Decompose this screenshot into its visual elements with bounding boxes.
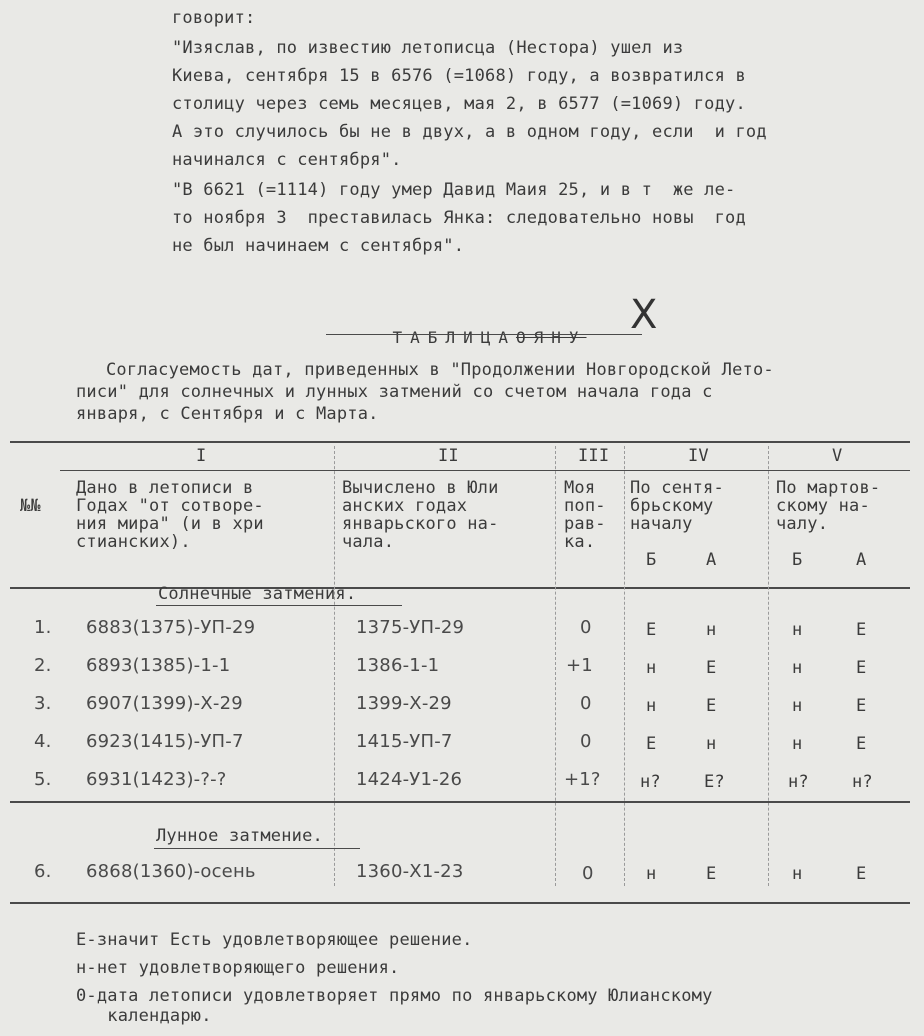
sept-b-cell: н? bbox=[640, 772, 661, 792]
column-divider bbox=[555, 446, 556, 886]
row-number: 1. bbox=[34, 617, 52, 638]
column-numeral: II bbox=[438, 446, 459, 466]
legend-line: Е-значит Есть удовлетворяющее решение. bbox=[76, 930, 473, 950]
correction-cell: 0 bbox=[580, 617, 592, 638]
handwritten-mark: X bbox=[630, 292, 658, 338]
intro-line: "Изяслав, по известию летописца (Нестора) ушел из bbox=[172, 38, 684, 58]
sept-b-cell: н bbox=[646, 658, 657, 678]
row-number: 6. bbox=[34, 861, 52, 882]
column-numeral: I bbox=[196, 446, 207, 466]
sept-a-cell: н bbox=[706, 620, 717, 640]
julian-cell: 1424-У1-26 bbox=[356, 769, 463, 790]
date-cell: 6883(1375)-УП-29 bbox=[86, 617, 256, 638]
column-divider bbox=[624, 446, 625, 886]
row-number: 4. bbox=[34, 731, 52, 752]
col5-header-line: По мартов- bbox=[776, 478, 881, 498]
intro-line: то ноября 3 преставилась Янка: следовательно новы год bbox=[172, 208, 746, 228]
intro-line: столицу через семь месяцев, мая 2, в 6577 (=1069) году. bbox=[172, 94, 746, 114]
intro-line: начинался с сентября". bbox=[172, 150, 402, 170]
caption-line: Согласуемость дат, приведенных в "Продолжении Новгородской Лето- bbox=[106, 360, 774, 380]
julian-cell: 1375-УП-29 bbox=[356, 617, 465, 638]
col2-header-line: январьского на- bbox=[342, 514, 499, 534]
mar-a-cell: н? bbox=[852, 772, 873, 792]
julian-cell: 1360-Х1-23 bbox=[356, 861, 464, 882]
sept-a-cell: Е bbox=[706, 864, 717, 884]
col2-header-line: анских годах bbox=[342, 496, 468, 516]
table-title: ТАБЛИЦАОЯНУ bbox=[392, 328, 587, 347]
number-header: №№ bbox=[20, 496, 41, 516]
caption-line: писи" для солнечных и лунных затмений со счетом начала года с bbox=[76, 382, 713, 402]
date-cell: 6923(1415)-УП-7 bbox=[86, 731, 244, 752]
sub-header: Б bbox=[646, 550, 657, 570]
row-number: 2. bbox=[34, 655, 52, 676]
mar-b-cell: н? bbox=[788, 772, 809, 792]
mar-a-cell: Е bbox=[856, 620, 867, 640]
correction-cell: +1? bbox=[564, 769, 601, 790]
julian-cell: 1399-Х-29 bbox=[356, 693, 452, 714]
intro-line: говорит: bbox=[172, 8, 256, 28]
sub-header: А bbox=[706, 550, 717, 570]
sept-a-cell: н bbox=[706, 734, 717, 754]
correction-cell: 0 bbox=[582, 863, 594, 884]
legend-line: календарю. bbox=[76, 1006, 212, 1026]
roman-rule bbox=[60, 470, 910, 471]
correction-cell: +1 bbox=[566, 655, 593, 676]
intro-line: Киева, сентября 15 в 6576 (=1068) году, а возвратился в bbox=[172, 66, 746, 86]
section-solar: Солнечные затмения. bbox=[158, 584, 357, 604]
mar-b-cell: н bbox=[792, 864, 803, 884]
col3-header-line: поп- bbox=[564, 496, 606, 516]
mar-a-cell: Е bbox=[856, 734, 867, 754]
intro-line: А это случилось бы не в двух, а в одном году, если и год bbox=[172, 122, 767, 142]
correction-cell: 0 bbox=[580, 693, 592, 714]
caption-line: января, с Сентября и с Марта. bbox=[76, 404, 379, 424]
section-underline bbox=[156, 605, 402, 606]
table-bottom-rule bbox=[10, 902, 910, 904]
sept-b-cell: н bbox=[646, 696, 657, 716]
sept-b-cell: Е bbox=[646, 620, 657, 640]
mar-a-cell: Е bbox=[856, 864, 867, 884]
col3-header-line: рав- bbox=[564, 514, 606, 534]
sept-a-cell: Е bbox=[706, 696, 717, 716]
sept-b-cell: н bbox=[646, 864, 657, 884]
mar-b-cell: н bbox=[792, 734, 803, 754]
mar-b-cell: н bbox=[792, 696, 803, 716]
row-number: 3. bbox=[34, 693, 52, 714]
section-lunar: Лунное затмение. bbox=[156, 826, 323, 846]
sept-b-cell: Е bbox=[646, 734, 657, 754]
section-underline bbox=[154, 848, 360, 849]
header-bottom-rule bbox=[10, 587, 910, 589]
julian-cell: 1386-1-1 bbox=[356, 655, 440, 676]
column-numeral: IV bbox=[688, 446, 709, 466]
row-number: 5. bbox=[34, 769, 52, 790]
date-cell: 6893(1385)-1-1 bbox=[86, 655, 231, 676]
correction-cell: 0 bbox=[580, 731, 592, 752]
col1-header-line: Годах "от сотворе- bbox=[76, 496, 264, 516]
sub-header: Б bbox=[792, 550, 803, 570]
column-divider bbox=[334, 446, 335, 886]
date-cell: 6868(1360)-осень bbox=[86, 861, 256, 882]
col4-header-line: брьскому bbox=[630, 496, 714, 516]
col2-header-line: Вычислено в Юли bbox=[342, 478, 499, 498]
col2-header-line: чала. bbox=[342, 532, 395, 552]
column-numeral: V bbox=[832, 446, 843, 466]
mar-b-cell: н bbox=[792, 620, 803, 640]
intro-line: "В 6621 (=1114) году умер Давид Маия 25, и в т же ле- bbox=[172, 180, 736, 200]
mar-a-cell: Е bbox=[856, 696, 867, 716]
date-cell: 6931(1423)-?-? bbox=[86, 769, 227, 790]
intro-line: не был начинаем с сентября". bbox=[172, 236, 465, 256]
sub-header: А bbox=[856, 550, 867, 570]
col5-header-line: чалу. bbox=[776, 514, 829, 534]
col3-header-line: Моя bbox=[564, 478, 596, 498]
col5-header-line: скому на- bbox=[776, 496, 870, 516]
legend-line: 0-дата летописи удовлетворяет прямо по январьскому Юлианскому bbox=[76, 986, 713, 1006]
col3-header-line: ка. bbox=[564, 532, 596, 552]
sept-a-cell: Е? bbox=[704, 772, 725, 792]
column-numeral: III bbox=[578, 446, 610, 466]
col1-header-line: стианских). bbox=[76, 532, 191, 552]
col4-header-line: По сентя- bbox=[630, 478, 724, 498]
date-cell: 6907(1399)-Х-29 bbox=[86, 693, 243, 714]
col1-header-line: ния мира" (и в хри bbox=[76, 514, 264, 534]
column-divider bbox=[768, 446, 769, 886]
julian-cell: 1415-УП-7 bbox=[356, 731, 453, 752]
col4-header-line: началу bbox=[630, 514, 693, 534]
legend-line: н-нет удовлетворяющего решения. bbox=[76, 958, 400, 978]
mar-b-cell: н bbox=[792, 658, 803, 678]
sept-a-cell: Е bbox=[706, 658, 717, 678]
title-underline bbox=[326, 334, 642, 335]
solar-bottom-rule bbox=[10, 801, 910, 803]
mar-a-cell: Е bbox=[856, 658, 867, 678]
col1-header-line: Дано в летописи в bbox=[76, 478, 254, 498]
table-top-rule bbox=[10, 441, 910, 443]
